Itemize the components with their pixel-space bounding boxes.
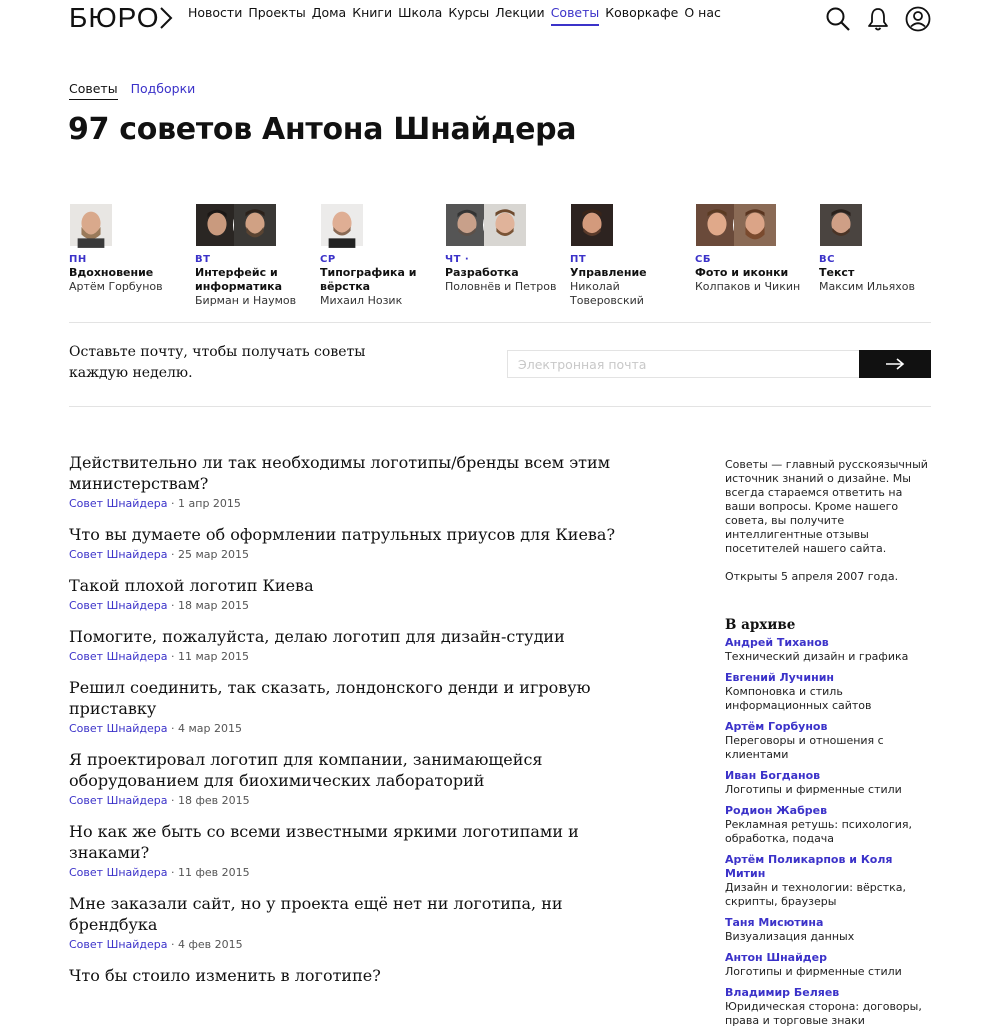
article-source[interactable]: Совет Шнайдера	[69, 548, 168, 561]
article-meta: Совет Шнайдера · 25 мар 2015	[69, 548, 250, 561]
article-meta: Совет Шнайдера · 18 фев 2015	[69, 794, 250, 807]
subscribe-button[interactable]	[859, 350, 931, 378]
day-topic: Текст	[819, 266, 855, 279]
list-item	[69, 749, 649, 807]
logo-text: БЮРО	[69, 2, 160, 33]
article-title[interactable]: Что вы думаете об оформлении патрульных приусов для Киева?	[69, 525, 616, 544]
day-code: ПТ	[570, 254, 587, 265]
avatar	[570, 203, 614, 247]
archive-topic: Дизайн и технологии: вёрстка, скрипты, браузеры	[725, 881, 907, 908]
day-sunday[interactable]	[819, 203, 939, 294]
day-topic: Типографика и вёрстка	[320, 266, 417, 293]
bell-icon[interactable]	[865, 6, 891, 32]
article-meta: Совет Шнайдера · 4 фев 2015	[69, 938, 243, 951]
archive-topic: Логотипы и фирменные стили	[725, 965, 902, 978]
email-field[interactable]	[507, 350, 860, 378]
article-date: 11 фев 2015	[178, 866, 250, 879]
day-authors: Половнёв и Петров	[445, 280, 557, 293]
archive-item	[725, 804, 935, 846]
article-date: 4 фев 2015	[178, 938, 243, 951]
article-source[interactable]: Совет Шнайдера	[69, 722, 168, 735]
day-authors: Колпаков и Чикин	[695, 280, 801, 293]
day-avatars	[69, 203, 189, 249]
nav-advice[interactable]: Советы	[551, 5, 600, 26]
article-source[interactable]: Совет Шнайдера	[69, 866, 168, 879]
day-schedule	[69, 203, 931, 313]
day-avatars	[819, 203, 939, 249]
archive-item	[725, 853, 935, 909]
nav-news[interactable]: Новости	[188, 5, 243, 20]
day-avatars	[320, 203, 440, 249]
list-item	[69, 452, 649, 510]
subtab-advice[interactable]: Советы	[69, 81, 118, 100]
archive-item	[725, 671, 935, 713]
article-title[interactable]: Что бы стоило изменить в логотипе?	[69, 966, 381, 985]
nav-school[interactable]: Школа	[398, 5, 443, 20]
list-item	[69, 893, 649, 951]
article-date: 25 мар 2015	[178, 548, 250, 561]
article-date: 18 мар 2015	[178, 599, 250, 612]
divider	[69, 406, 931, 407]
day-topic: Разработка	[445, 266, 519, 279]
nav-about[interactable]: О нас	[684, 5, 721, 20]
article-title[interactable]: Действительно ли так необходимы логотипы/бренды всем этим министерствам?	[69, 453, 611, 493]
main-nav	[188, 5, 721, 26]
archive-author-link[interactable]: Антон Шнайдер	[725, 951, 828, 964]
list-item	[69, 965, 649, 986]
day-authors: Михаил Нозик	[320, 294, 403, 307]
sidebar	[725, 458, 935, 1035]
archive-author-link[interactable]: Артём Поликарпов и Коля Митин	[725, 853, 893, 880]
site-header	[69, 0, 931, 36]
article-title[interactable]: Мне заказали сайт, но у проекта ещё нет ни логотипа, ни брендбука	[69, 894, 563, 934]
header-icons	[825, 6, 931, 32]
avatar	[733, 203, 777, 247]
archive-item	[725, 951, 935, 979]
article-title[interactable]: Я проектировал логотип для компании, занимающейся оборудованием для биохимических лабораторий	[69, 750, 543, 790]
day-authors: Артём Горбунов	[69, 280, 163, 293]
article-title[interactable]: Но как же быть со всеми известными яркими логотипами и знаками?	[69, 822, 579, 862]
subscribe-text: Оставьте почту, чтобы получать советы каждую неделю.	[69, 344, 366, 381]
arrow-right-icon	[885, 358, 905, 370]
archive-topic: Переговоры и отношения с клиентами	[725, 734, 884, 761]
list-item	[69, 626, 649, 663]
day-monday[interactable]	[69, 203, 189, 294]
nav-lectures[interactable]: Лекции	[495, 5, 545, 20]
day-authors: Бирман и Наумов	[195, 294, 297, 307]
article-source[interactable]: Совет Шнайдера	[69, 794, 168, 807]
day-thursday[interactable]	[445, 203, 565, 294]
day-topic: Вдохновение	[69, 266, 154, 279]
day-friday[interactable]	[570, 203, 690, 308]
avatar	[483, 203, 527, 247]
article-meta: Совет Шнайдера · 18 мар 2015	[69, 599, 250, 612]
archive-item	[725, 769, 935, 797]
day-code: СР	[320, 254, 336, 265]
avatar	[819, 203, 863, 247]
archive-author-link[interactable]: Артём Горбунов	[725, 720, 828, 733]
article-date: 18 фев 2015	[178, 794, 250, 807]
archive-topic: Юридическая сторона: договоры, права и торговые знаки	[725, 1000, 922, 1027]
archive-topic: Технический дизайн и графика	[725, 650, 909, 663]
sidebar-about: Советы — главный русскоязычный источник знаний о дизайне. Мы всегда стараемся ответить на ваши вопросы. Кроме нашего совета, вы получите интеллигентные отзывы посетителей нашего сайта.	[725, 458, 928, 555]
day-code: ВТ	[195, 254, 211, 265]
archive-title: В архиве	[725, 617, 796, 633]
list-item	[69, 677, 649, 735]
archive-author-link[interactable]: Андрей Тиханов	[725, 636, 829, 649]
list-item	[69, 821, 649, 879]
logo-arrow-icon	[160, 7, 172, 29]
search-icon[interactable]	[825, 6, 851, 32]
archive-topic: Визуализация данных	[725, 930, 855, 943]
archive-item	[725, 720, 935, 762]
archive-topic: Рекламная ретушь: психология, обработка, подача	[725, 818, 913, 845]
article-source[interactable]: Совет Шнайдера	[69, 938, 168, 951]
day-topic: Фото и иконки	[695, 266, 789, 279]
list-item	[69, 524, 649, 561]
day-avatars	[695, 203, 815, 249]
day-code: ВС	[819, 254, 835, 265]
archive-author-link[interactable]: Таня Мисютина	[725, 916, 824, 929]
archive-author-link[interactable]: Евгений Лучинин	[725, 671, 835, 684]
day-authors: Николай Товеровский	[570, 280, 644, 307]
article-meta: Совет Шнайдера · 11 фев 2015	[69, 866, 250, 879]
article-list	[69, 452, 649, 1000]
nav-courses[interactable]: Курсы	[448, 5, 490, 20]
avatar	[233, 203, 277, 247]
user-icon[interactable]	[905, 6, 931, 32]
nav-houses[interactable]: Дома	[311, 5, 347, 20]
day-saturday[interactable]	[695, 203, 815, 294]
article-meta: Совет Шнайдера · 4 мар 2015	[69, 722, 243, 735]
day-code: ЧТ ·	[445, 254, 470, 265]
archive-item	[725, 636, 935, 664]
article-title[interactable]: Такой плохой логотип Киева	[69, 576, 314, 595]
archive-author-link[interactable]: Владимир Беляев	[725, 986, 840, 999]
list-item	[69, 575, 649, 612]
day-topic: Интерфейс и информатика	[195, 266, 283, 293]
nav-books[interactable]: Книги	[352, 5, 393, 20]
avatar	[320, 203, 364, 247]
day-avatars	[570, 203, 690, 249]
day-code: СБ	[695, 254, 711, 265]
article-source[interactable]: Совет Шнайдера	[69, 599, 168, 612]
archive-item	[725, 986, 935, 1028]
article-source[interactable]: Совет Шнайдера	[69, 650, 168, 663]
avatar	[69, 203, 113, 247]
sidebar-opened: Открыты 5 апреля 2007 года.	[725, 570, 899, 583]
article-title[interactable]: Помогите, пожалуйста, делаю логотип для дизайн-студии	[69, 627, 565, 646]
subtab-collections[interactable]: Подборки	[130, 81, 196, 96]
article-meta: Совет Шнайдера · 11 мар 2015	[69, 650, 250, 663]
divider	[69, 322, 931, 323]
day-wednesday[interactable]	[320, 203, 440, 308]
archive-author-link[interactable]: Иван Богданов	[725, 769, 821, 782]
archive-topic: Компоновка и стиль информационных сайтов	[725, 685, 872, 712]
article-date: 1 апр 2015	[178, 497, 241, 510]
day-avatars	[195, 203, 315, 249]
archive-topic: Логотипы и фирменные стили	[725, 783, 902, 796]
nav-projects[interactable]: Проекты	[248, 5, 306, 20]
article-source[interactable]: Совет Шнайдера	[69, 497, 168, 510]
article-date: 4 мар 2015	[178, 722, 243, 735]
day-avatars	[445, 203, 565, 249]
article-title[interactable]: Решил соединить, так сказать, лондонского денди и игровую приставку	[69, 678, 591, 718]
archive-item	[725, 916, 935, 944]
nav-coworkcafe[interactable]: Коворкафе	[605, 5, 679, 20]
logo[interactable]	[69, 2, 172, 34]
archive-author-link[interactable]: Родион Жабрев	[725, 804, 828, 817]
subtabs	[69, 81, 195, 100]
day-code: ПН	[69, 254, 87, 265]
page-title: 97 советов Антона Шнайдера	[68, 112, 577, 147]
article-date: 11 мар 2015	[178, 650, 250, 663]
day-authors: Максим Ильяхов	[819, 280, 915, 293]
day-tuesday[interactable]	[195, 203, 315, 308]
day-topic: Управление	[570, 266, 647, 279]
article-meta: Совет Шнайдера · 1 апр 2015	[69, 497, 241, 510]
